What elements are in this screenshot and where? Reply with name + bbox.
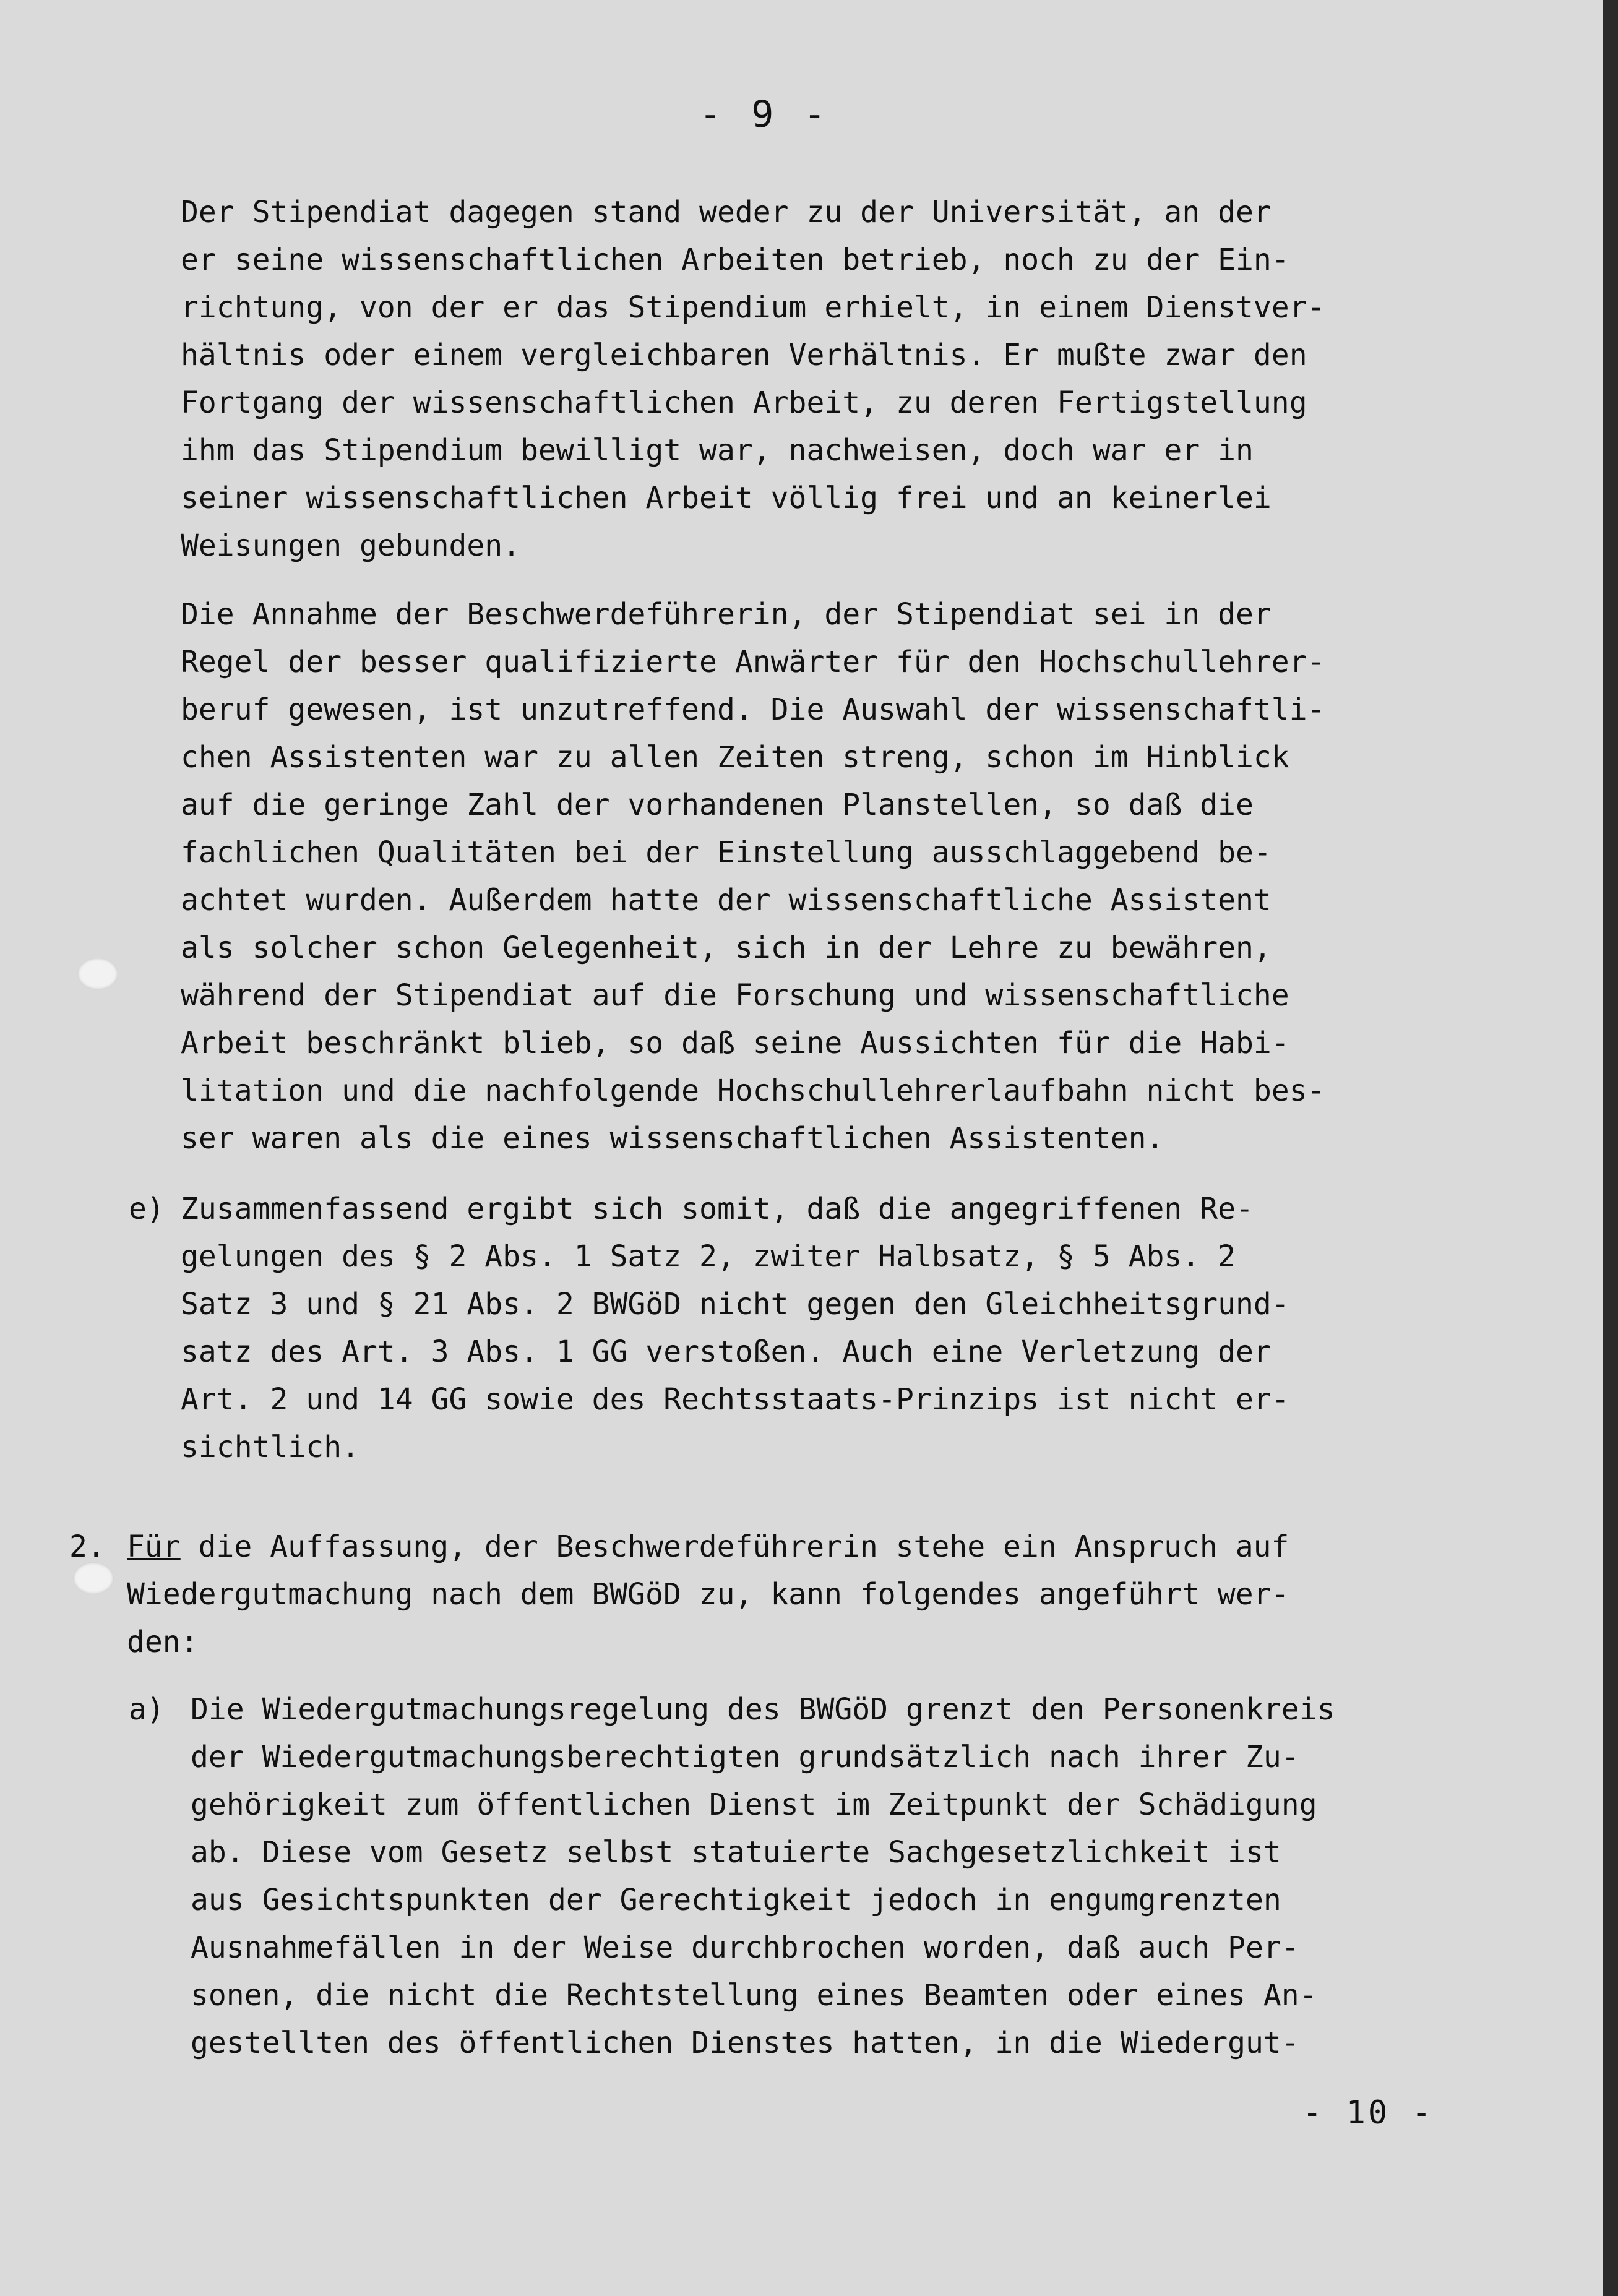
text-line: sichtlich. <box>181 1430 359 1464</box>
text-line: Wiedergutmachung nach dem BWGöD zu, kann folgendes angeführt wer- <box>127 1577 1289 1612</box>
text-line: fachlichen Qualitäten bei der Einstellung ausschlaggebend be- <box>181 835 1272 870</box>
text-line: Zusammenfassend ergibt sich somit, daß die angegriffenen Re- <box>181 1192 1254 1226</box>
text-line: er seine wissenschaftlichen Arbeiten betrieb, noch zu der Ein- <box>181 243 1289 277</box>
text-line: Satz 3 und § 21 Abs. 2 BWGöD nicht gegen den Gleichheitsgrund- <box>181 1287 1289 1322</box>
text-line: achtet wurden. Außerdem hatte der wissenschaftliche Assistent <box>181 883 1272 918</box>
text-line: Ausnahmefällen in der Weise durchbrochen worden, daß auch Per- <box>191 1930 1299 1965</box>
text-line: Arbeit beschränkt blieb, so daß seine Aussichten für die Habi- <box>181 1026 1289 1060</box>
next-page-marker: - 10 - <box>1302 2094 1434 2131</box>
text-line: während der Stipendiat auf die Forschung und wissenschaftliche <box>181 978 1289 1013</box>
text-line: gelungen des § 2 Abs. 1 Satz 2, zwiter Halbsatz, § 5 Abs. 2 <box>181 1239 1236 1274</box>
text-line: seiner wissenschaftlichen Arbeit völlig frei und an keinerlei <box>181 481 1272 515</box>
text-line: satz des Art. 3 Abs. 1 GG verstoßen. Auch eine Verletzung der <box>181 1335 1272 1369</box>
text-line: richtung, von der er das Stipendium erhielt, in einem Dienstver- <box>181 290 1325 325</box>
paragraph-annahme <box>181 591 1325 1163</box>
paragraph-a-wiedergutmachungsregelung <box>191 1686 1335 2067</box>
text-line: den: <box>127 1625 199 1659</box>
text-line: beruf gewesen, ist unzutreffend. Die Auswahl der wissenschaftli- <box>181 692 1325 727</box>
text-line: Regel der besser qualifizierte Anwärter für den Hochschullehrer- <box>181 645 1325 679</box>
underlined-word: Für <box>127 1529 181 1564</box>
text-line: litation und die nachfolgende Hochschullehrerlaufbahn nicht bes- <box>181 1073 1325 1108</box>
paragraph-e-zusammenfassend <box>181 1185 1289 1471</box>
punch-hole <box>77 958 118 990</box>
paragraph-stipendiat <box>181 189 1325 570</box>
text-line <box>127 1523 1289 1571</box>
text-line: Art. 2 und 14 GG sowie des Rechtsstaats-Prinzips ist nicht er- <box>181 1382 1289 1417</box>
page-number: - 9 - <box>699 93 830 136</box>
text-line: der Wiedergutmachungsberechtigten grundsätzlich nach ihrer Zu- <box>191 1740 1299 1774</box>
text-line: gehörigkeit zum öffentlichen Dienst im Zeitpunkt der Schädigung <box>191 1787 1317 1822</box>
text-line: Weisungen gebunden. <box>181 528 521 563</box>
text-line: Der Stipendiat dagegen stand weder zu der Universität, an der <box>181 195 1272 230</box>
text-line: als solcher schon Gelegenheit, sich in der Lehre zu bewähren, <box>181 931 1272 965</box>
text-line: ab. Diese vom Gesetz selbst statuierte Sachgesetzlichkeit ist <box>191 1835 1281 1870</box>
text-line: chen Assistenten war zu allen Zeiten streng, schon im Hinblick <box>181 740 1289 775</box>
text-line: Die Wiedergutmachungsregelung des BWGöD grenzt den Personenkreis <box>191 1692 1335 1727</box>
list-marker-a: a) <box>129 1692 165 1727</box>
text-line: aus Gesichtspunkten der Gerechtigkeit jedoch in engumgrenzten <box>191 1883 1281 1917</box>
text-line: gestellten des öffentlichen Dienstes hatten, in die Wiedergut- <box>191 2026 1299 2060</box>
text-line: sonen, die nicht die Rechtstellung eines Beamten oder eines An- <box>191 1978 1317 2013</box>
list-marker-e: e) <box>129 1192 165 1226</box>
text-line: ser waren als die eines wissenschaftlichen Assistenten. <box>181 1121 1164 1156</box>
line-rest: die Auffassung, der Beschwerdeführerin stehe ein Anspruch auf <box>180 1529 1289 1564</box>
list-marker-2: 2. <box>69 1529 105 1564</box>
text-line: Die Annahme der Beschwerdeführerin, der Stipendiat sei in der <box>181 597 1272 632</box>
paragraph-2-auffassung <box>127 1523 1289 1666</box>
text-line: auf die geringe Zahl der vorhandenen Planstellen, so daß die <box>181 788 1254 822</box>
text-line: Fortgang der wissenschaftlichen Arbeit, zu deren Fertigstellung <box>181 385 1307 420</box>
text-line: hältnis oder einem vergleichbaren Verhältnis. Er mußte zwar den <box>181 338 1307 372</box>
text-line: ihm das Stipendium bewilligt war, nachweisen, doch war er in <box>181 433 1254 468</box>
